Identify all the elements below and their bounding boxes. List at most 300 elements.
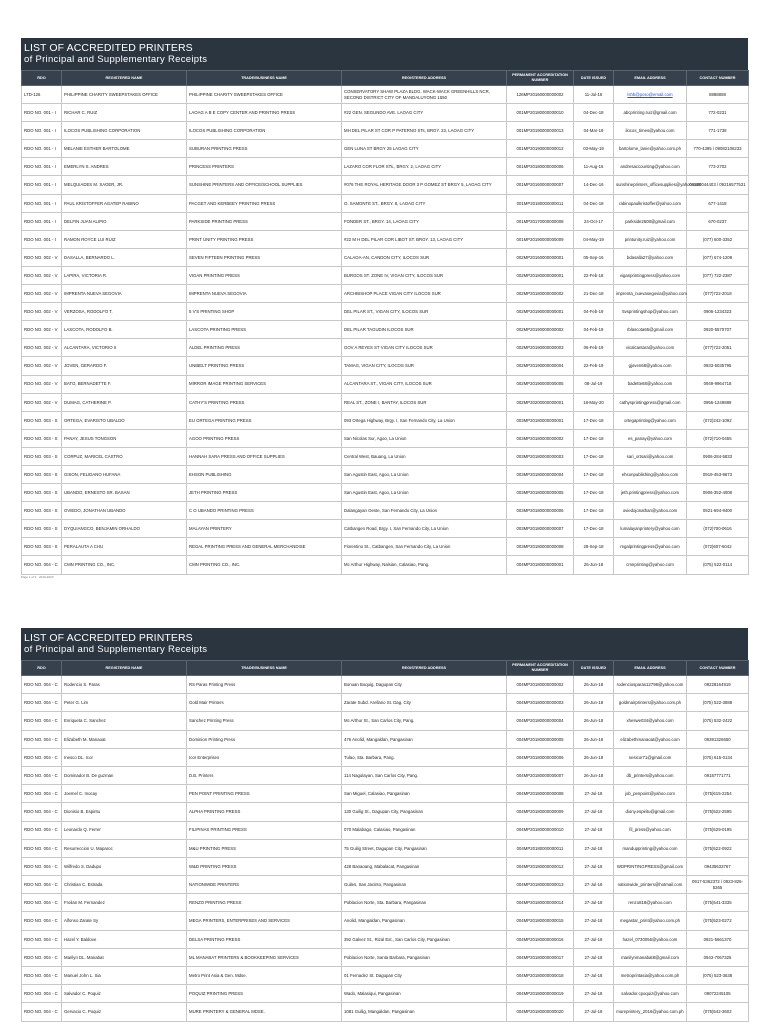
column-header-rdo: RDO: [22, 71, 62, 86]
cell-contact-number: (077) 600-3352: [687, 230, 749, 248]
cell-accreditation-number: 002MP20200000000001: [507, 393, 574, 411]
cell-registered-address: Central West, Bauang, La Union: [342, 447, 507, 465]
cell-registered-name: Christian C. Estrada: [62, 876, 187, 894]
cell-registered-name: Hazel Y. Baldove: [62, 930, 187, 948]
cell-rdo: RDO NO. 002 - V: [22, 303, 62, 321]
cell-trade-name: HANNAH SARA PRESS AND OFFICE SUPPLIES: [187, 447, 342, 465]
cell-registered-name: GISON, FELIDANO HUFANA: [62, 465, 187, 483]
cell-rdo: RDO NO. 004 - C: [22, 967, 62, 985]
cell-registered-name: Peter G. Lim: [62, 694, 187, 712]
cell-date-issued: 17-Dec-18: [574, 520, 614, 538]
cell-registered-address: Anolid, Mangaldan, Pangasinan: [342, 912, 507, 930]
cell-email: mureprintery_2016@yahoo.com.ph: [614, 1003, 687, 1021]
cell-rdo: RDO NO. 002 - V: [22, 321, 62, 339]
table-row: [22, 894, 749, 912]
cell-date-issued: 04-Mar-19: [574, 122, 614, 140]
cell-date-issued: 11-Aug-16: [574, 158, 614, 176]
column-header-rdo: RDO: [22, 661, 62, 676]
cell-trade-name: UNIBELT PRINTING PRESS: [187, 357, 342, 375]
cell-rdo: RDO NO. 002 - V: [22, 375, 62, 393]
cell-accreditation-number: 004MP20180000000013: [507, 876, 574, 894]
cell-date-issued: 27-Jul-18: [574, 930, 614, 948]
cell-accreditation-number: 002MP20190000000002: [507, 321, 574, 339]
cell-contact-number: (072)607-6042: [687, 538, 749, 556]
cell-contact-number: 0921-5661370: [687, 930, 749, 948]
column-header-registered-name: REGISTERED NAME: [62, 661, 187, 676]
column-header-contact-number: CONTACT NUMBER: [687, 661, 749, 676]
cell-registered-address: 130 Guilig St., Dagupan City, Pangasinan: [342, 803, 507, 821]
cell-trade-name: VIGAN PRINTING PRESS: [187, 266, 342, 284]
cell-accreditation-number: 001MP20160000000007: [507, 176, 574, 194]
cell-registered-name: CORPUZ, MARICEL CASTRO: [62, 447, 187, 465]
cell-contact-number: 0943-7067325: [687, 948, 749, 966]
cell-registered-name: RAMON ROYCE LUI RUIZ: [62, 230, 187, 248]
cell-date-issued: 11-Jul-16: [574, 86, 614, 104]
cell-date-issued: 21-Dec-18: [574, 285, 614, 303]
cell-trade-name: RS Paras Printing Press: [187, 676, 342, 694]
cell-date-issued: 27-Jul-18: [574, 948, 614, 966]
cell-contact-number: (075)615-2254: [687, 785, 749, 803]
table-row: [22, 158, 749, 176]
cell-rdo: RDO NO. 003 - S: [22, 447, 62, 465]
cell-trade-name: SEVEN FIFTEEN PRINTING PRESS: [187, 248, 342, 266]
cell-accreditation-number: 004MP20180000000004: [507, 712, 574, 730]
cell-registered-name: Gervacio C. Poquiz: [62, 1003, 187, 1021]
cell-date-issued: 14-Dec-16: [574, 176, 614, 194]
cell-registered-address: #076 THE ROYAL HERITAGE DOOR 3 P GOMEZ ST BRGY 5, LAOAG CITY: [342, 176, 507, 194]
cell-email: es_panay@yahoo.com: [614, 429, 687, 447]
cell-accreditation-number: 001MP20190000000013: [507, 122, 574, 140]
cell-email: rodenciosparas12798@yahoo.com: [614, 676, 687, 694]
cell-trade-name: AGOO PRINTING PRESS: [187, 429, 342, 447]
cell-contact-number: 09950044403 / 09216577531: [687, 176, 749, 194]
cell-contact-number: 09391326650: [687, 730, 749, 748]
cell-email: cmnprinting@yahoo.com: [614, 556, 687, 574]
cell-date-issued: 26-Jun-18: [574, 676, 614, 694]
cell-rdo: RDO NO. 001 - I: [22, 158, 62, 176]
table-row: [22, 339, 749, 357]
cell-registered-address: Poblacion Norte, Sta. Barbara, Pangasinan: [342, 894, 507, 912]
cell-contact-number: 0906-1234323: [687, 303, 749, 321]
cell-registered-address: DEL PILAR TAGUDIN ILOCOS SUR: [342, 321, 507, 339]
cell-registered-address: Dalangayan Oeste, San Fernando City, La Union: [342, 502, 507, 520]
cell-email: ortegaprinting@yahoo.com: [614, 411, 687, 429]
cell-rdo: RDO NO. 002 - V: [22, 266, 62, 284]
column-header-registered-name: REGISTERED NAME: [62, 71, 187, 86]
cell-rdo: RDO NO. 002 - V: [22, 248, 62, 266]
cell-accreditation-number: 004MP20180000000002: [507, 676, 574, 694]
cell-email: WDPRINTINGPRESS@gmail.com: [614, 857, 687, 875]
table-row: [22, 357, 749, 375]
cell-registered-address: 392 Galvez St., Rizal Ext., San Carlos City, Pangasinan: [342, 930, 507, 948]
table-row: [22, 429, 749, 447]
cell-contact-number: 677-1418: [687, 194, 749, 212]
cell-email: ilocos_times@yahoo.com: [614, 122, 687, 140]
cell-registered-address: DEL PILAR ST., VIGAN CITY, ILOCOS SUR: [342, 303, 507, 321]
cell-date-issued: 27-Jul-18: [574, 894, 614, 912]
cell-registered-name: Leonardo Q. Ferrer: [62, 821, 187, 839]
cell-registered-address: FONDER ST., BRGY. 14, LAOAG CITY: [342, 212, 507, 230]
cell-rdo: RDO NO. 001 - I: [22, 122, 62, 140]
cell-contact-number: (072)700-0616: [687, 520, 749, 538]
cell-registered-address: LAZARO COR FLOR STs., BRGY. 2, LAOAG CITY: [342, 158, 507, 176]
column-header-email: EMAIL ADDRESS: [614, 71, 687, 86]
cell-email: bdasalla27@yahoo.com: [614, 248, 687, 266]
cell-email: lumalayanprintery@yahoo.com: [614, 520, 687, 538]
cell-registered-name: Inesco DL. Icor: [62, 748, 187, 766]
column-header-accreditation-number: PERMANENT ACCREDITATION NUMBER: [507, 71, 574, 86]
cell-registered-name: PHILIPPINE CHARITY SWEEPSTAKES OFFICE: [62, 86, 187, 104]
cell-registered-address: Wado, Malasiqui, Pangasinan: [342, 985, 507, 1003]
cell-accreditation-number: 126MP20160000000002: [507, 86, 574, 104]
cell-registered-address: Mc Arthur Highway, Nalsian, Calasiao, Pang.: [342, 556, 507, 574]
cell-date-issued: 22-Feb-18: [574, 266, 614, 284]
cell-registered-name: DUMAG, CATHERINE P.: [62, 393, 187, 411]
cell-registered-name: CMN PRINTING CO., INC.: [62, 556, 187, 574]
table-row: [22, 502, 749, 520]
cell-registered-name: PANAY, JESUS TONGSON: [62, 429, 187, 447]
cell-contact-number: (075)529-0195: [687, 821, 749, 839]
cell-registered-address: TAMAG, VIGAN CITY, ILOCOS SUR: [342, 357, 507, 375]
cell-trade-name: W&D PRINTING PRESS: [187, 857, 342, 875]
table-row: [22, 876, 749, 894]
cell-trade-name: RENZO PRINTING PRESS: [187, 894, 342, 912]
cell-contact-number: (075)542-3602: [687, 1003, 749, 1021]
cell-accreditation-number: 004MP20180000000011: [507, 839, 574, 857]
cell-date-issued: 27-Jul-18: [574, 985, 614, 1003]
cell-registered-address: REAL ST., ZONE I, BANTAY, ILOCOS SUR: [342, 393, 507, 411]
cell-rdo: RDO NO. 003 - S: [22, 538, 62, 556]
cell-contact-number: 0906-284-5833: [687, 447, 749, 465]
table-row: [22, 985, 749, 1003]
cell-trade-name: PACGET AND KERBEEY PRINTING PRESS: [187, 194, 342, 212]
cell-registered-address: GEN LUNA ST BRGY 25 LAOAG CITY: [342, 140, 507, 158]
table-row: [22, 730, 749, 748]
cell-registered-address: Mc Arthur St., San Carlos City, Pang.: [342, 712, 507, 730]
cell-trade-name: LAOAG A B E COPY CENTER AND PRINTING PRESS: [187, 104, 342, 122]
cell-date-issued: 26-Jun-18: [574, 766, 614, 784]
cell-accreditation-number: 001MP20180000000010: [507, 104, 574, 122]
cell-email: viganprintingpress@yahoo.com: [614, 266, 687, 284]
cell-rdo: RDO NO. 004 - C: [22, 930, 62, 948]
cell-contact-number: (077)722-2018: [687, 285, 749, 303]
cell-accreditation-number: 004MP20180000000007: [507, 766, 574, 784]
cell-date-issued: 27-Jul-18: [574, 785, 614, 803]
cell-rdo: RDO NO. 004 - C: [22, 985, 62, 1003]
cell-accreditation-number: 002MP20180000000001: [507, 266, 574, 284]
table-row: [22, 520, 749, 538]
cell-contact-number: (075)522-2595: [687, 803, 749, 821]
cell-rdo: RDO NO. 004 - C: [22, 876, 62, 894]
cell-email: metroprintasia@yahoo.com.ph: [614, 967, 687, 985]
cell-contact-number: (075)522-0922: [687, 839, 749, 857]
cell-registered-address: Poblacion Norte, Santa Barbara, Pangasinan: [342, 948, 507, 966]
cell-rdo: RDO NO. 003 - S: [22, 520, 62, 538]
cell-trade-name: MURE PRINTERY & GENERAL MDSE.: [187, 1003, 342, 1021]
cell-rdo: RDO NO. 004 - C: [22, 712, 62, 730]
cell-email: oviedojonathan@yahoo.com: [614, 502, 687, 520]
cell-registered-address: Bonuan Boquig, Dagupan City: [342, 676, 507, 694]
cell-date-issued: 26-Jun-18: [574, 730, 614, 748]
cell-registered-name: Elizabeth M. Manaoat: [62, 730, 187, 748]
cell-registered-address: 75 Guilig Street, Dagupan City, Pangasinan: [342, 839, 507, 857]
cell-trade-name: 5 V'S PRINTING SHOP: [187, 303, 342, 321]
cell-trade-name: D.B. Printers: [187, 766, 342, 784]
cell-contact-number: 0956-1249888: [687, 393, 749, 411]
cell-accreditation-number: 002MP20160000000001: [507, 248, 574, 266]
table-body: [22, 676, 749, 1022]
cell-trade-name: PARKSIDE PRINTING PRESS: [187, 212, 342, 230]
cell-registered-address: 1081 Guilig, Mangaldan, Pangasinan: [342, 1003, 507, 1021]
cell-registered-name: PAUL KRISTOFFER AGATEP RABINO: [62, 194, 187, 212]
cell-accreditation-number: 004MP20180000000006: [507, 748, 574, 766]
cell-date-issued: 27-Jul-18: [574, 803, 614, 821]
cell-trade-name: REGAL PRINTING PRESS AND GENERAL MERCHANDISE: [187, 538, 342, 556]
table-row: [22, 266, 749, 284]
cell-accreditation-number: 004MP20180000000014: [507, 894, 574, 912]
table-row: [22, 912, 749, 930]
cell-contact-number: 09228164919: [687, 676, 749, 694]
cell-registered-address: 114 Nagulayan, San Carlos City, Pang.: [342, 766, 507, 784]
cell-email: db_printers@yahoo.com: [614, 766, 687, 784]
cell-registered-name: Enriqueta C. Sanchez: [62, 712, 187, 730]
cell-registered-name: EMERLYN S. ANDRES: [62, 158, 187, 176]
cell-rdo: RDO NO. 004 - C: [22, 948, 62, 966]
cell-registered-name: BATO, BERNADETTE F.: [62, 375, 187, 393]
cell-accreditation-number: 004MP20180000000016: [507, 930, 574, 948]
cell-rdo: RDO NO. 004 - C: [22, 676, 62, 694]
cell-contact-number: 0933-5035795: [687, 357, 749, 375]
cell-date-issued: 26-Jun-18: [574, 748, 614, 766]
cell-accreditation-number: 002MP20190000000005: [507, 375, 574, 393]
column-header-registered-address: REGISTERED ADDRESS: [342, 661, 507, 676]
cell-registered-address: #22 GEN. SEGUNDO AVE. LAOAG CITY: [342, 104, 507, 122]
table-row: [22, 1003, 749, 1021]
cell-email: diony.espiritu@gmail.com: [614, 803, 687, 821]
column-header-trade-name: TRADE/BUSINESS NAME: [187, 661, 342, 676]
cell-registered-address: GOV A REYES ST VIGAN CITY ILOCOS SUR: [342, 339, 507, 357]
table-row: [22, 411, 749, 429]
cell-registered-name: RICHAR C. RUIZ: [62, 104, 187, 122]
cell-contact-number: 0906-352-4008: [687, 484, 749, 502]
cell-registered-name: DELFIN JUAN ALIPIO: [62, 212, 187, 230]
table-row: [22, 194, 749, 212]
cell-rdo: RDO NO. 001 - I: [22, 194, 62, 212]
cell-registered-address: San Agustin East, Agoo, La Union: [342, 484, 507, 502]
cell-trade-name: ALPHA PRINTING PRESS: [187, 803, 342, 821]
cell-rdo: RDO NO. 004 - C: [22, 556, 62, 574]
column-header-registered-address: REGISTERED ADDRESS: [342, 71, 507, 86]
cell-accreditation-number: 004MP20180000000018: [507, 967, 574, 985]
cell-rdo: RDO NO. 001 - I: [22, 140, 62, 158]
cell-trade-name: PRINCESS PRINTERS: [187, 158, 342, 176]
cell-email: badette68@yahoo.com: [614, 375, 687, 393]
cell-email: ehsonpublishing@yahoo.com: [614, 465, 687, 483]
table-row: [22, 375, 749, 393]
table-row: [22, 303, 749, 321]
cell-trade-name: EHSON PUBLISHING: [187, 465, 342, 483]
cell-registered-address: CONSERVATORY SHAW PLAZA BLDG. WACK-WACK GREENHILLS NCR, SECOND DISTRICT CITY OF MANDALUYONG 1550: [342, 86, 507, 104]
table-row: [22, 967, 749, 985]
cell-date-issued: 17-Dec-18: [574, 411, 614, 429]
cell-accreditation-number: 002MP20180000000002: [507, 285, 574, 303]
cell-email: xheswe034@yahoo.com: [614, 712, 687, 730]
document-subtitle: of Principal and Supplementary Receipts: [24, 644, 208, 655]
cell-trade-name: CATHY'S PRINTING PRESS: [187, 393, 342, 411]
cell-registered-name: OVIEDO, JONATHAN UBANDO: [62, 502, 187, 520]
cell-contact-number: (075)523-0272: [687, 912, 749, 930]
cell-date-issued: 03-May-19: [574, 140, 614, 158]
cell-rdo: RDO NO. 001 - I: [22, 104, 62, 122]
table-row: [22, 712, 749, 730]
cell-rdo: RDO NO. 004 - C: [22, 803, 62, 821]
column-header-date-issued: DATE ISSUED: [574, 661, 614, 676]
table-row: [22, 766, 749, 784]
cell-rdo: RDO NO. 004 - C: [22, 857, 62, 875]
cell-contact-number: 0949-9964718: [687, 375, 749, 393]
cell-contact-number: 0917-5362372 / 0923-826-5265: [687, 876, 749, 894]
cell-registered-name: Manuel John L. Sia: [62, 967, 187, 985]
cell-trade-name: LASCOTA PRINTING PRESS: [187, 321, 342, 339]
email-link[interactable]: lshb@pcso@email.com: [627, 91, 673, 97]
cell-registered-name: Froilan M. Fernandez: [62, 894, 187, 912]
cell-registered-name: LAPIRA, VICTORIA R.: [62, 266, 187, 284]
cell-trade-name: NATIONWIDE PRINTERS: [187, 876, 342, 894]
table-row: [22, 248, 749, 266]
cell-contact-number: 8888888: [687, 86, 749, 104]
cell-date-issued: 04-May-19: [574, 230, 614, 248]
cell-email: nationwide_printers@hotmail.com: [614, 876, 687, 894]
cell-trade-name: Gold Mair Printers: [187, 694, 342, 712]
cell-date-issued: 08-Jul-19: [574, 375, 614, 393]
cell-registered-name: ILOCOS PUBLISHING CORPORATION: [62, 122, 187, 140]
cell-rdo: RDO NO. 002 - V: [22, 357, 62, 375]
cell-accreditation-number: 004MP20180000000001: [507, 556, 574, 574]
cell-accreditation-number: 003MP20180000000004: [507, 465, 574, 483]
table-body: [22, 86, 749, 575]
cell-rdo: RDO NO. 004 - C: [22, 694, 62, 712]
table-row: [22, 484, 749, 502]
cell-date-issued: 17-Dec-18: [574, 502, 614, 520]
cell-email: manilynmanabat8@gmail.com: [614, 948, 687, 966]
cell-rdo: RDO NO. 004 - C: [22, 785, 62, 803]
cell-email: cathysprintingpress@gmail.com: [614, 393, 687, 411]
cell-contact-number: 772-0231: [687, 104, 749, 122]
document-title: LIST OF ACCREDITED PRINTERS: [24, 632, 193, 644]
cell-contact-number: (077)722-2051: [687, 339, 749, 357]
cell-date-issued: 27-Jul-18: [574, 912, 614, 930]
cell-accreditation-number: 003MP20180000000001: [507, 411, 574, 429]
cell-accreditation-number: 002MP20190000000004: [507, 357, 574, 375]
table-header: [22, 71, 749, 86]
cell-registered-name: Resurreccion U. Maparoc: [62, 839, 187, 857]
cell-rdo: RDO NO. 004 - C: [22, 1003, 62, 1021]
cell-registered-address: Catbangen Road, Brgy. I, San Fernando City, La Union: [342, 520, 507, 538]
table-row: [22, 803, 749, 821]
cell-accreditation-number: 004MP20180000000003: [507, 694, 574, 712]
printers-table: [21, 660, 749, 1022]
cell-registered-name: Dionisio B. Espiritu: [62, 803, 187, 821]
column-header-accreditation-number: PERMANENT ACCREDITATION NUMBER: [507, 661, 574, 676]
cell-accreditation-number: 001MP20180000000011: [507, 194, 574, 212]
cell-email: gjoven68@yahoo.com: [614, 357, 687, 375]
table-row: [22, 447, 749, 465]
cell-contact-number: 09435633767: [687, 857, 749, 875]
cell-email: mandupprinting@yahoo.com: [614, 839, 687, 857]
cell-contact-number: (077) 722-2387: [687, 266, 749, 284]
cell-registered-address: ALCANTARA ST., VIGAN CITY, ILOCOS SUR: [342, 375, 507, 393]
table-row: [22, 839, 749, 857]
cell-accreditation-number: 003MP20180000000006: [507, 502, 574, 520]
table-row: [22, 321, 749, 339]
cell-trade-name: MIRROR IMAGE PRINTING SERVICES: [187, 375, 342, 393]
cell-contact-number: (075) 522-0114: [687, 556, 749, 574]
cell-contact-number: (077) 674-1209: [687, 248, 749, 266]
table-row: [22, 230, 749, 248]
cell-registered-address: San Nicolas Sur, Agoo, La Union: [342, 429, 507, 447]
cell-accreditation-number: 004MP20180000000009: [507, 803, 574, 821]
cell-rdo: RDO NO. 002 - V: [22, 339, 62, 357]
cell-registered-address: MH DEL PILAR ST COR P PATERNO STs, BRGY. 23, LAOAG CITY: [342, 122, 507, 140]
cell-registered-address: 070 Malabago, Calasiao, Pangasinan: [342, 821, 507, 839]
cell-registered-name: Joemel C. Inocay: [62, 785, 187, 803]
cell-registered-name: Rodencio S. Paras: [62, 676, 187, 694]
cell-accreditation-number: 003MP20180000000002: [507, 429, 574, 447]
table-row: [22, 930, 749, 948]
cell-registered-name: MELANIE ESTHER BARTOLOME: [62, 140, 187, 158]
cell-accreditation-number: 002MP20190000000001: [507, 303, 574, 321]
cell-registered-name: ORTEGA, EVARISTO UBALDO: [62, 411, 187, 429]
table-row: [22, 676, 749, 694]
cell-trade-name: PEN POINT PRINTING PRESS: [187, 785, 342, 803]
cell-email: megastar_print@yahoo.com.ph: [614, 912, 687, 930]
cell-trade-name: Metro Print Asia & Gen. Mdse.: [187, 967, 342, 985]
cell-trade-name: MALAYAN PRINTERY: [187, 520, 342, 538]
cell-rdo: RDO NO. 001 - I: [22, 176, 62, 194]
cell-date-issued: 26-Jun-18: [574, 556, 614, 574]
cell-contact-number: 773-2702: [687, 158, 749, 176]
document-page-2: [21, 628, 748, 1022]
table-row: [22, 393, 749, 411]
cell-registered-name: VERZOSA, RODOLFO T.: [62, 303, 187, 321]
cell-registered-name: Marilyn DL. Manabat: [62, 948, 187, 966]
cell-accreditation-number: 004MP20180000000008: [507, 785, 574, 803]
cell-email: andresaccounting@yahoo.com: [614, 158, 687, 176]
cell-contact-number: (075)541-3335: [687, 894, 749, 912]
cell-registered-name: Wilfredo S. Dadupo: [62, 857, 187, 875]
cell-date-issued: 24-Oct-17: [574, 212, 614, 230]
table-row: [22, 694, 749, 712]
cell-registered-name: MELQUIADES M. SAGER, JR.: [62, 176, 187, 194]
column-header-email: EMAIL ADDRESS: [614, 661, 687, 676]
cell-date-issued: 17-Dec-18: [574, 484, 614, 502]
cell-registered-address: 01 Fernadez St. Dagupan City: [342, 967, 507, 985]
cell-registered-name: JOVEN, GERARDO F.: [62, 357, 187, 375]
cell-rdo: RDO NO. 003 - S: [22, 484, 62, 502]
cell-registered-name: LASCOTA, RODOLFO B.: [62, 321, 187, 339]
cell-contact-number: 09187771771: [687, 766, 749, 784]
cell-date-issued: 18-May-20: [574, 393, 614, 411]
cell-accreditation-number: 004MP20180000000019: [507, 985, 574, 1003]
page-footnote: Page 1 of 3 · 2019-2020: [21, 575, 54, 579]
cell-email: hazel_0730056@yahoo.com: [614, 930, 687, 948]
cell-registered-name: DYQUIANGCO, BENJAMIN ORHALDO: [62, 520, 187, 538]
cell-rdo: RDO NO. 004 - C: [22, 912, 62, 930]
cell-registered-name: Alfonso Zarate Sy: [62, 912, 187, 930]
cell-accreditation-number: 002MP20190000000003: [507, 339, 574, 357]
cell-trade-name: MEGA PRINTERS, ENTERPRISES AND SERVICES: [187, 912, 342, 930]
document-subtitle: of Principal and Supplementary Receipts: [24, 54, 208, 65]
